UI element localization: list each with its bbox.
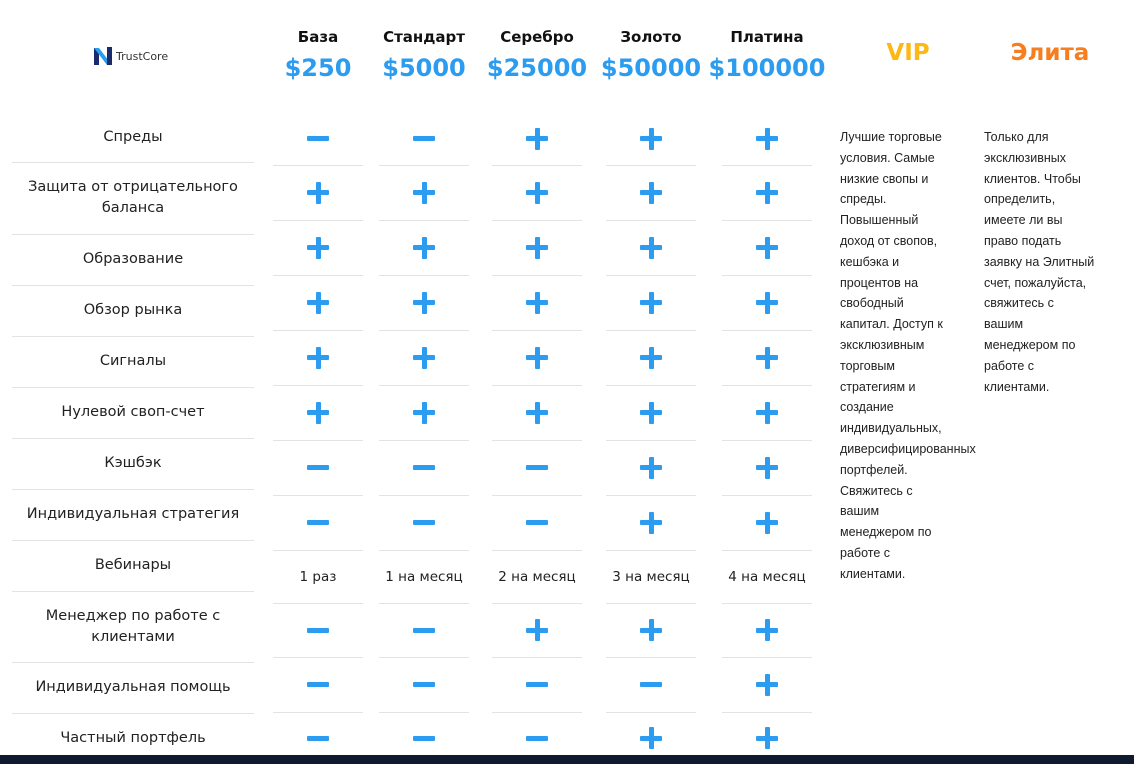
description-line: низкие свопы и — [840, 171, 929, 186]
elite-description — [984, 127, 1124, 397]
logo-text: TrustCore — [116, 49, 169, 63]
description-line: стратегиям и — [840, 379, 916, 394]
description-line: вашим — [984, 317, 1024, 332]
minus-icon — [413, 520, 435, 525]
description-line: свяжитесь с — [984, 296, 1054, 311]
description-line: Свяжитесь с — [840, 483, 913, 498]
feature-label: Обзор рынка — [83, 302, 183, 318]
feature-cell — [492, 275, 582, 330]
feature-cell — [606, 275, 696, 330]
minus-icon — [307, 136, 329, 141]
plus-icon — [640, 128, 662, 150]
description-line: торговым — [840, 358, 895, 373]
feature-cell — [379, 165, 469, 220]
feature-cell — [722, 112, 812, 165]
plus-icon — [526, 619, 548, 641]
feature-cell — [379, 385, 469, 440]
webinar-frequency: 1 раз — [299, 568, 337, 585]
description-line: вашим — [840, 504, 880, 519]
feature-cell — [273, 275, 363, 330]
feature-label: Частный портфель — [60, 730, 206, 746]
feature-cell — [379, 330, 469, 385]
description-line: эксклюзивным — [840, 337, 925, 352]
feature-cell — [606, 112, 696, 165]
plus-icon — [526, 292, 548, 314]
elite-title: Элита — [1010, 40, 1090, 66]
feature-label: Индивидуальная помощь — [35, 679, 231, 695]
vip-description — [840, 127, 990, 585]
plus-icon — [756, 674, 778, 696]
feature-cell — [379, 603, 469, 657]
description-line: Только для — [984, 130, 1049, 144]
feature-cell — [492, 220, 582, 275]
feature-cell — [492, 495, 582, 550]
plan-header-1 — [258, 27, 378, 83]
feature-cell — [273, 657, 363, 712]
description-line: свободный — [840, 296, 904, 311]
feature-cell — [606, 385, 696, 440]
feature-cell — [273, 220, 363, 275]
plan-name: Платина — [730, 28, 804, 46]
feature-label: Нулевой своп-счет — [61, 404, 205, 420]
plus-icon — [640, 292, 662, 314]
vip-title: VIP — [886, 40, 930, 66]
description-line: портфелей. — [840, 462, 908, 477]
plus-icon — [756, 402, 778, 424]
feature-cell — [722, 275, 812, 330]
feature-cell — [492, 550, 582, 603]
feature-cell — [722, 495, 812, 550]
feature-cell — [492, 385, 582, 440]
feature-cell — [606, 603, 696, 657]
feature-cell — [492, 165, 582, 220]
feature-label: Вебинары — [94, 557, 172, 573]
plus-icon — [526, 402, 548, 424]
plus-icon — [756, 128, 778, 150]
footer-bar — [0, 755, 1134, 764]
plus-icon — [756, 182, 778, 204]
description-line: право подать — [984, 233, 1062, 248]
feature-cell — [273, 495, 363, 550]
feature-label: Кэшбэк — [104, 455, 162, 471]
feature-label: Спреды — [103, 128, 163, 145]
feature-label: Защита от отрицательного баланса — [28, 179, 238, 216]
webinar-frequency: 2 на месяц — [498, 568, 576, 585]
plus-icon — [640, 182, 662, 204]
plus-icon — [756, 619, 778, 641]
plus-icon — [640, 402, 662, 424]
plus-icon — [640, 347, 662, 369]
plus-icon — [640, 237, 662, 259]
feature-cell — [273, 112, 363, 165]
minus-icon — [526, 682, 548, 687]
plan-header-4 — [591, 27, 711, 83]
description-line: диверсифицированных — [840, 441, 976, 456]
minus-icon — [526, 736, 548, 741]
feature-label: Менеджер по работе с клиентами — [45, 607, 221, 645]
feature-cell — [273, 550, 363, 603]
feature-cell — [379, 275, 469, 330]
description-line: определить, — [984, 192, 1056, 207]
plus-icon — [526, 128, 548, 150]
plan-price: $25000 — [486, 54, 588, 82]
description-line: спреды. — [840, 192, 887, 207]
plus-icon — [307, 237, 329, 259]
minus-icon — [307, 465, 329, 470]
plus-icon — [526, 182, 548, 204]
description-line: доход от свопов, — [840, 233, 938, 248]
description-line: имеете ли вы — [984, 213, 1063, 228]
plus-icon — [756, 727, 778, 749]
feature-cell — [492, 440, 582, 495]
plus-icon — [756, 292, 778, 314]
feature-cell — [379, 220, 469, 275]
plan-price: $50000 — [600, 54, 702, 82]
minus-icon — [640, 682, 662, 687]
description-line: работе с — [840, 545, 890, 560]
feature-cell — [379, 112, 469, 165]
description-line: условия. Самые — [840, 150, 935, 165]
minus-icon — [413, 465, 435, 470]
feature-cell — [273, 385, 363, 440]
feature-cell — [722, 657, 812, 712]
plan-price: $250 — [284, 54, 352, 82]
plus-icon — [413, 347, 435, 369]
plus-icon — [526, 237, 548, 259]
plus-icon — [413, 237, 435, 259]
feature-cell — [722, 603, 812, 657]
plus-icon — [526, 347, 548, 369]
plan-header-5 — [707, 27, 827, 83]
plus-icon — [756, 347, 778, 369]
plus-icon — [413, 292, 435, 314]
description-line: индивидуальных, — [840, 421, 942, 436]
feature-cell — [273, 330, 363, 385]
feature-label: Образование — [82, 251, 184, 267]
trustcore-logo-icon — [92, 45, 114, 67]
minus-icon — [526, 465, 548, 470]
description-line: создание — [840, 400, 894, 415]
description-line: менеджером по — [840, 525, 932, 540]
webinar-frequency: 4 на месяц — [728, 568, 806, 585]
minus-icon — [526, 520, 548, 525]
plan-price: $100000 — [708, 54, 826, 82]
feature-cell — [273, 440, 363, 495]
feature-cell — [722, 220, 812, 275]
plus-icon — [640, 457, 662, 479]
feature-cell — [492, 112, 582, 165]
feature-cell — [722, 165, 812, 220]
plus-icon — [307, 402, 329, 424]
description-line: Лучшие торговые — [840, 130, 942, 144]
feature-cell — [606, 550, 696, 603]
description-line: работе с — [984, 358, 1034, 373]
plus-icon — [413, 182, 435, 204]
feature-cell — [606, 165, 696, 220]
feature-cell — [379, 550, 469, 603]
feature-cell — [379, 495, 469, 550]
description-line: клиентов. Чтобы — [984, 171, 1081, 186]
webinar-frequency: 1 на месяц — [385, 568, 463, 585]
feature-cell — [492, 657, 582, 712]
plan-name: Серебро — [500, 28, 574, 46]
minus-icon — [307, 520, 329, 525]
minus-icon — [307, 736, 329, 741]
feature-cell — [606, 220, 696, 275]
minus-icon — [413, 628, 435, 633]
description-line: Повышенный — [840, 213, 919, 228]
feature-cell — [722, 440, 812, 495]
plus-icon — [307, 182, 329, 204]
feature-cell — [606, 330, 696, 385]
plan-price: $5000 — [382, 54, 466, 82]
feature-cell — [606, 440, 696, 495]
plan-name: База — [297, 28, 339, 46]
feature-label: Сигналы — [99, 353, 167, 369]
logo[interactable] — [92, 45, 202, 67]
description-line: капитал. Доступ к — [840, 317, 943, 332]
plus-icon — [413, 402, 435, 424]
plan-name: Золото — [620, 28, 682, 46]
plan-name: Стандарт — [383, 28, 465, 46]
feature-cell — [492, 330, 582, 385]
description-line: заявку на Элитный — [984, 254, 1095, 269]
plan-header-2 — [364, 27, 484, 83]
feature-cell — [379, 657, 469, 712]
feature-cell — [492, 603, 582, 657]
feature-cell — [606, 495, 696, 550]
description-line: менеджером по — [984, 337, 1076, 352]
description-line: счет, пожалуйста, — [984, 275, 1087, 290]
feature-cell — [722, 330, 812, 385]
description-line: кешбэка и — [840, 254, 900, 269]
feature-cell — [273, 603, 363, 657]
minus-icon — [413, 136, 435, 141]
feature-label: Индивидуальная стратегия — [26, 506, 240, 522]
plus-icon — [640, 619, 662, 641]
feature-cell — [722, 385, 812, 440]
feature-cell — [273, 165, 363, 220]
description-line: клиентами. — [984, 379, 1050, 394]
description-line: эксклюзивных — [984, 150, 1067, 165]
description-line: процентов на — [840, 275, 919, 290]
plus-icon — [307, 347, 329, 369]
plus-icon — [756, 457, 778, 479]
plan-header-3 — [477, 27, 597, 83]
plus-icon — [307, 292, 329, 314]
webinar-frequency: 3 на месяц — [612, 568, 690, 585]
minus-icon — [413, 682, 435, 687]
feature-cell — [379, 440, 469, 495]
plus-icon — [640, 727, 662, 749]
description-line: клиентами. — [840, 566, 906, 581]
plus-icon — [756, 512, 778, 534]
plus-icon — [640, 512, 662, 534]
minus-icon — [307, 628, 329, 633]
minus-icon — [413, 736, 435, 741]
feature-cell — [722, 550, 812, 603]
feature-cell — [606, 657, 696, 712]
plus-icon — [756, 237, 778, 259]
minus-icon — [307, 682, 329, 687]
